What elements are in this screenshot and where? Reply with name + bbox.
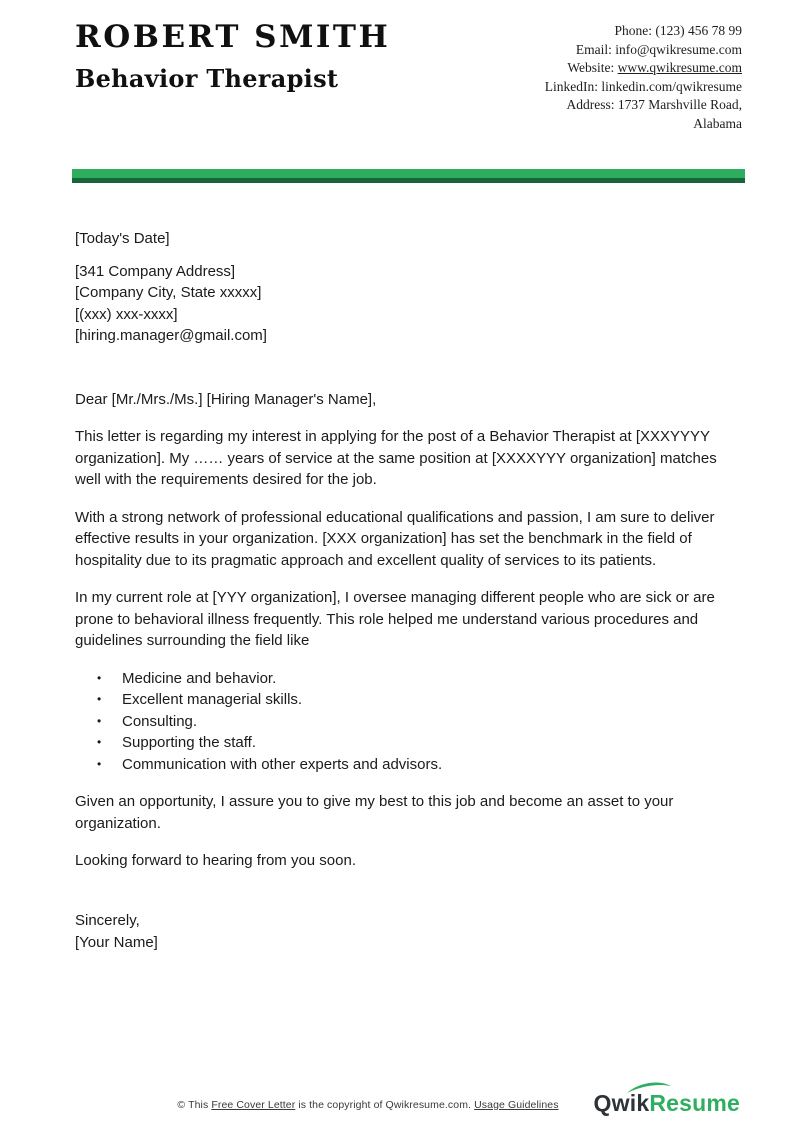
qwikresume-logo: [594, 1090, 740, 1117]
signoff: Sincerely,: [75, 911, 140, 929]
recipient-line: [341 Company Address]: [75, 262, 236, 280]
contact-phone-line: [545, 22, 742, 41]
bullet-item: • Consulting.: [97, 711, 653, 733]
bullet-item: • Medicine and behavior.: [97, 668, 653, 690]
phone-value: (123) 456 78 99: [655, 23, 742, 38]
logo-text-qwik: Qwik: [593, 1090, 650, 1116]
free-cover-letter-link[interactable]: Free Cover Letter: [211, 1099, 296, 1111]
website-label: Website:: [567, 60, 615, 75]
person-name: ROBERT SMITH: [75, 19, 391, 55]
identity-block: [75, 20, 390, 93]
closing-paragraph: Looking forward to hearing from you soon.: [75, 852, 356, 869]
bullet-item: • Supporting the staff.: [97, 732, 653, 754]
bullet-item: • Communication with other experts and advisors.: [97, 754, 653, 776]
address-value-2: Alabama: [693, 115, 742, 131]
email-label: Email:: [575, 41, 612, 57]
contact-email-line: [545, 41, 742, 60]
website-link[interactable]: www.qwikresume.com: [617, 60, 742, 75]
copyright-line: [177, 1099, 558, 1111]
contact-website-line: [545, 59, 742, 78]
letter-body: [0, 183, 728, 954]
recipient-line: [(xxx) xxx-xxxx]: [75, 305, 178, 323]
salutation: Dear [Mr./Mrs./Ms.] [Hiring Manager's Name],: [75, 390, 377, 408]
person-job-title: Behavior Therapist: [75, 63, 339, 93]
recipient-block: [75, 261, 653, 347]
footer: [0, 1061, 800, 1131]
phone-label: Phone:: [614, 23, 652, 38]
logo-text-resume: Resume: [649, 1090, 740, 1116]
date-line: [Today's Date]: [75, 230, 170, 247]
paragraph: With a strong network of professional educational qualifications and passion, I am sure to deliver effective results in your organization. [XXX organization] has set the benchmark in the field of hospitality due to its pragmatic approach and excellent quality of services to its patients.: [75, 508, 715, 569]
contact-address-line-1: [545, 96, 742, 115]
paragraph: In my current role at [YYY organization], I oversee managing different people who are sick or are prone to behavioral illness frequently. This role helped me understand various procedures and guidelines surrounding the field like: [75, 589, 715, 649]
linkedin-label: LinkedIn:: [544, 78, 599, 94]
recipient-line: [hiring.manager@gmail.com]: [75, 327, 267, 344]
contact-block: [545, 20, 742, 133]
skills-bullet-list: [75, 668, 653, 776]
contact-linkedin-line: [545, 78, 742, 97]
copyright-middle: is the copyright of Qwikresume.com.: [295, 1099, 475, 1111]
closing-paragraph: Given an opportunity, I assure you to give my best to this job and become an asset to your organization.: [75, 793, 674, 832]
email-value: info@qwikresume.com: [615, 41, 742, 57]
bullet-item: • Excellent managerial skills.: [97, 689, 653, 711]
address-value-1: 1737 Marshville Road,: [617, 97, 742, 112]
contact-address-line-2: [545, 115, 742, 134]
recipient-line: [Company City, State xxxxx]: [75, 284, 262, 301]
address-label: Address:: [566, 97, 615, 112]
logo-leaf-icon: [626, 1081, 672, 1095]
linkedin-value: linkedin.com/qwikresume: [601, 78, 742, 94]
signature-placeholder: [Your Name]: [75, 933, 158, 951]
paragraph: This letter is regarding my interest in applying for the post of a Behavior Therapist at [XXXYYYY organization]. My …… years of service at the same position at [XXXXYYY organization] matches well with the requirements desired for the job.: [75, 428, 717, 488]
header: [0, 0, 800, 133]
copyright-prefix: © This: [177, 1099, 212, 1111]
usage-guidelines-link[interactable]: Usage Guidelines: [474, 1099, 559, 1111]
accent-divider-bar: [72, 169, 745, 183]
